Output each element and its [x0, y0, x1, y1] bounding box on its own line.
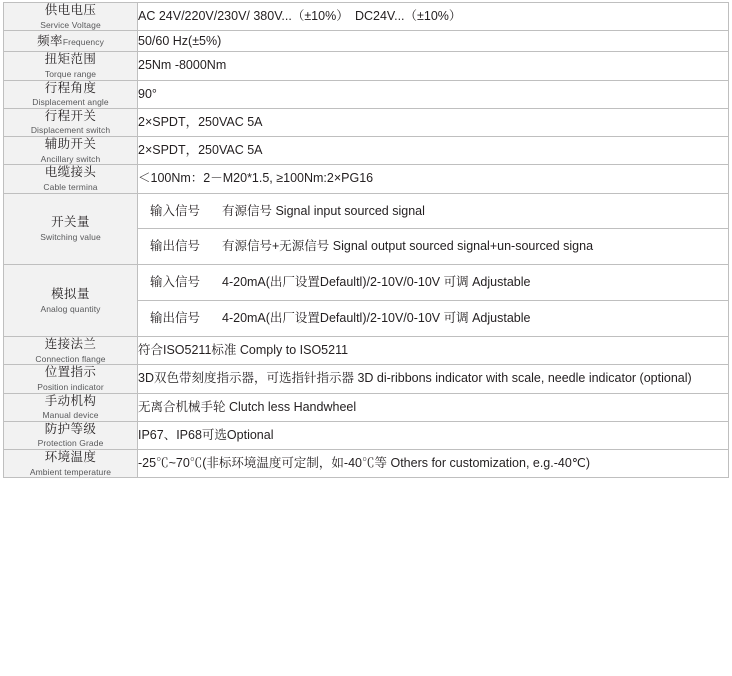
- sub-row: [138, 194, 728, 229]
- row-label: [4, 193, 138, 265]
- row-value: 50/60 Hz(±5%): [138, 31, 729, 52]
- row-label-en: Ancillary switch: [40, 153, 101, 164]
- row-label-cn: 开关量: [51, 215, 90, 230]
- sub-row-cell: [138, 229, 728, 264]
- row-label: [4, 3, 138, 31]
- table-row: [4, 137, 729, 165]
- row-label-en: Protection Grade: [37, 438, 104, 449]
- sub-row-cell: [138, 194, 728, 229]
- row-label-cn: 频率: [37, 34, 63, 49]
- table-row: [4, 3, 729, 31]
- row-value-group: [138, 193, 729, 265]
- row-label-cn: 防护等级: [44, 421, 97, 436]
- sub-row-label: 输入信号: [150, 275, 201, 290]
- specification-table: [3, 2, 729, 478]
- row-label: [4, 80, 138, 108]
- table-row: [4, 52, 729, 80]
- row-label-cn: 扭矩范围: [44, 52, 97, 67]
- table-row: [4, 193, 729, 265]
- row-label-en: Cable termina: [43, 181, 98, 192]
- table-row: [4, 365, 729, 393]
- row-value: -25℃~70℃(非标环境温度可定制，如-40℃等 Others for customization, e.g.-40℃): [138, 450, 729, 478]
- row-label-en: Position indicator: [37, 381, 104, 392]
- row-value: 2×SPDT，250VAC 5A: [138, 108, 729, 136]
- row-label-cn: 行程开关: [44, 108, 97, 123]
- table-row: [4, 450, 729, 478]
- sub-row-text: 有源信号+无源信号 Signal output sourced signal+un-sourced signa: [222, 239, 594, 254]
- row-label: [4, 52, 138, 80]
- row-label-cn: 位置指示: [44, 365, 97, 380]
- table-row: [4, 393, 729, 421]
- table-row: [4, 265, 729, 337]
- row-label: [4, 108, 138, 136]
- row-label-en: Manual device: [42, 410, 99, 421]
- row-label-cn: 电缆接头: [44, 165, 97, 180]
- table-row: [4, 31, 729, 52]
- row-value: AC 24V/220V/230V/ 380V...（±10%） DC24V...（±10%）: [138, 3, 729, 31]
- row-label-en: Ambient temperature: [29, 466, 112, 477]
- row-value: 无离合机械手轮 Clutch less Handwheel: [138, 393, 729, 421]
- row-label-en: Frequency: [62, 37, 104, 48]
- row-value: 2×SPDT，250VAC 5A: [138, 137, 729, 165]
- row-value-group: [138, 265, 729, 337]
- table-row: [4, 421, 729, 449]
- sub-row-label: 输出信号: [150, 239, 201, 254]
- sub-row: [138, 301, 728, 336]
- row-label: [4, 337, 138, 365]
- row-label: [4, 137, 138, 165]
- row-value: IP67、IP68可选Optional: [138, 421, 729, 449]
- row-label: [4, 265, 138, 337]
- sub-row-text: 4-20mA(出厂设置Defaultl)/2-10V/0-10V 可调 Adjustable: [222, 275, 531, 290]
- row-label-cn: 手动机构: [44, 393, 97, 408]
- row-label: [4, 393, 138, 421]
- row-label-en: Connection flange: [35, 353, 106, 364]
- row-label: [4, 165, 138, 193]
- table-row: [4, 108, 729, 136]
- row-label: [4, 450, 138, 478]
- row-label-cn: 模拟量: [51, 287, 90, 301]
- row-label: [4, 421, 138, 449]
- row-label-en: Service Voltage: [40, 19, 101, 30]
- row-label-cn: 连接法兰: [44, 337, 97, 351]
- table-row: [4, 80, 729, 108]
- row-label: [4, 365, 138, 393]
- sub-row-cell: [138, 265, 728, 300]
- sub-row: [138, 265, 728, 300]
- row-value: 3D双色带刻度指示器，可选指针指示器 3D di-ribbons indicator with scale, needle indicator (optional): [138, 365, 729, 393]
- row-label-cn: 环境温度: [44, 450, 97, 464]
- sub-table: [138, 194, 728, 265]
- row-label-en: Displacement angle: [32, 97, 109, 108]
- sub-row: [138, 229, 728, 264]
- row-label-en: Switching value: [40, 231, 101, 242]
- row-label-en: Analog quantity: [40, 303, 101, 314]
- row-label-cn: 辅助开关: [44, 137, 97, 151]
- row-label-cn: 行程角度: [44, 80, 97, 95]
- sub-row-text: 有源信号 Signal input sourced signal: [222, 203, 425, 218]
- row-value: 25Nm -8000Nm: [138, 52, 729, 80]
- row-value: 符合ISO5211标准 Comply to ISO5211: [138, 337, 729, 365]
- sub-row-label: 输入信号: [150, 203, 201, 218]
- row-label-en: Displacement switch: [30, 125, 111, 136]
- row-value: 90°: [138, 80, 729, 108]
- sub-row-cell: [138, 301, 728, 336]
- table-row: [4, 165, 729, 193]
- table-row: [4, 337, 729, 365]
- row-label-cn: 供电电压: [44, 3, 97, 17]
- row-label-en: Torque range: [44, 68, 97, 79]
- row-value: ＜100Nm：2－M20*1.5, ≥100Nm:2×PG16: [138, 165, 729, 193]
- sub-row-label: 输出信号: [150, 311, 201, 326]
- sub-row-text: 4-20mA(出厂设置Defaultl)/2-10V/0-10V 可调 Adjustable: [222, 311, 531, 326]
- sub-table: [138, 265, 728, 336]
- row-label: [4, 31, 138, 52]
